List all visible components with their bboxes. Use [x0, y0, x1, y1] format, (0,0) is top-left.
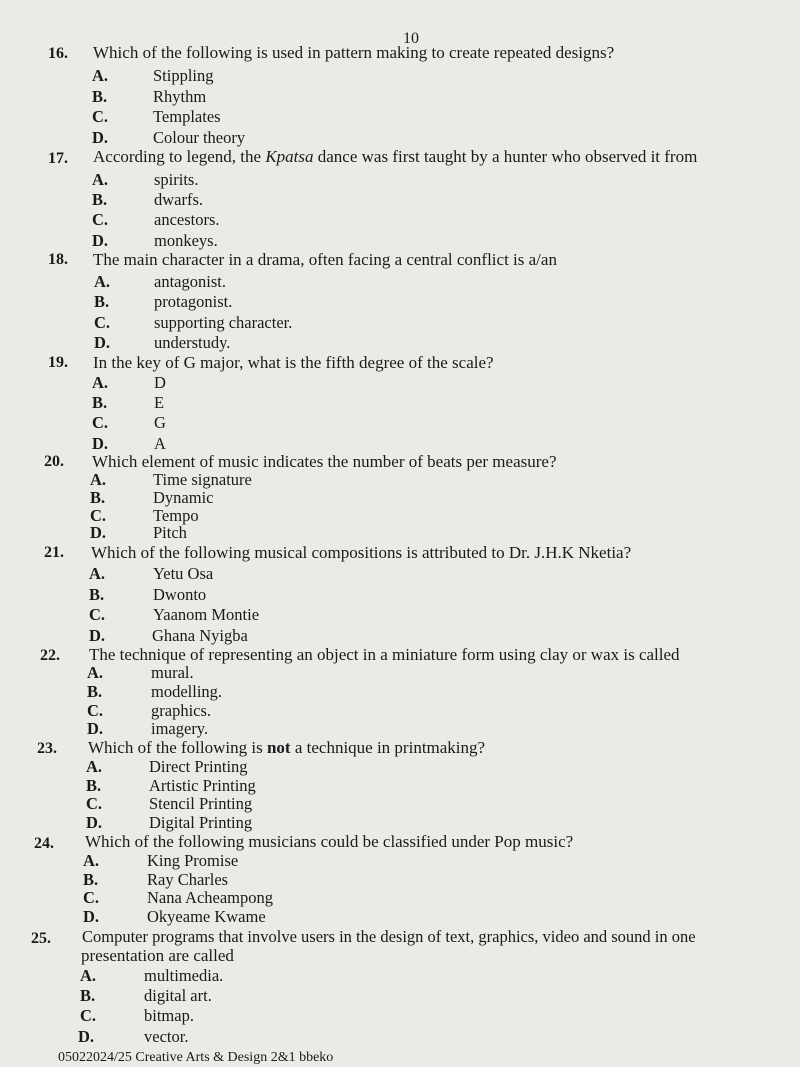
option-text: Stippling	[153, 66, 214, 85]
option-text: Stencil Printing	[149, 794, 253, 813]
option-letter: D.	[83, 907, 100, 926]
option-letter: C.	[80, 1006, 97, 1025]
question-text-line-2: presentation are called	[81, 946, 234, 965]
question-text-part: According to legend, the	[93, 147, 266, 166]
option-text: Templates	[153, 107, 221, 126]
option-letter: B.	[87, 682, 103, 701]
option-text: understudy.	[154, 333, 231, 352]
question-text	[88, 738, 788, 757]
question-number: 17.	[48, 150, 68, 167]
page-number: 10	[403, 30, 419, 47]
question-text-bold: not	[266, 738, 291, 757]
option-text: Artistic Printing	[149, 776, 256, 795]
question-number: 21.	[44, 544, 64, 561]
option-text: ancestors.	[154, 210, 220, 229]
option-letter: A.	[80, 966, 97, 985]
question-text-part: a technique in printmaking?	[290, 738, 486, 757]
question-number: 25.	[31, 930, 51, 947]
option-letter: C.	[86, 794, 103, 813]
option-text: digital art.	[144, 986, 212, 1005]
option-letter: A.	[89, 564, 106, 583]
option-letter: A.	[83, 851, 100, 870]
question-text: In the key of G major, what is the fifth degree of the scale?	[93, 353, 494, 372]
question-text: Which of the following musicians could be classified under Pop music?	[85, 832, 574, 851]
option-letter: B.	[94, 292, 110, 311]
option-text: Dwonto	[153, 585, 207, 604]
question-text	[93, 147, 793, 166]
question-text: Which of the following is used in pattern making to create repeated designs?	[93, 43, 615, 62]
question-text-line-1: Computer programs that involve users in the design of text, graphics, video and sound in one	[82, 927, 696, 946]
option-letter: C.	[89, 605, 106, 624]
option-text: Dynamic	[153, 488, 214, 507]
question-text: Which of the following musical compositions is attributed to Dr. J.H.K Nketia?	[91, 543, 632, 562]
question-text-part: Which of the following is	[88, 738, 267, 757]
option-letter: C.	[90, 506, 107, 525]
option-letter: C.	[94, 313, 111, 332]
option-letter: D.	[94, 333, 111, 352]
option-text: modelling.	[151, 682, 223, 701]
option-letter: B.	[80, 986, 96, 1005]
footer-text: 05022024/25 Creative Arts & Design 2&1 bbeko	[58, 1050, 334, 1065]
option-letter: A.	[92, 170, 109, 189]
option-text: Tempo	[153, 506, 199, 525]
question-text: The technique of representing an object in a miniature form using clay or wax is called	[89, 645, 680, 664]
option-letter: D.	[92, 128, 109, 147]
option-text: antagonist.	[154, 272, 226, 291]
question-number: 20.	[44, 453, 64, 470]
question-number: 22.	[40, 647, 60, 664]
option-letter: B.	[83, 870, 99, 889]
question-text: The main character in a drama, often facing a central conflict is a/an	[93, 250, 557, 269]
option-letter: D.	[89, 626, 106, 645]
option-text: multimedia.	[144, 966, 224, 985]
option-text: Pitch	[153, 523, 187, 542]
option-letter: C.	[83, 888, 100, 907]
question-number: 19.	[48, 354, 68, 371]
option-letter: D.	[78, 1027, 95, 1046]
option-text: Ray Charles	[147, 870, 229, 889]
option-letter: D.	[92, 434, 109, 453]
question-text-part: dance was first taught by a hunter who observed it from	[313, 147, 698, 166]
option-letter: B.	[92, 190, 108, 209]
option-letter: A.	[92, 66, 109, 85]
option-text: dwarfs.	[154, 190, 204, 209]
option-text: E	[154, 393, 165, 412]
option-letter: B.	[92, 393, 108, 412]
question-text-italic: Kpatsa	[265, 147, 314, 166]
option-text: mural.	[151, 663, 194, 682]
option-text: Yaanom Montie	[153, 605, 260, 624]
question-number: 16.	[48, 45, 68, 62]
option-letter: A.	[90, 470, 107, 489]
option-text: D	[154, 373, 166, 392]
option-text: King Promise	[147, 851, 239, 870]
question-number: 24.	[34, 835, 54, 852]
option-text: Time signature	[153, 470, 252, 489]
option-text: supporting character.	[154, 313, 293, 332]
option-letter: D.	[86, 813, 103, 832]
option-text: Digital Printing	[149, 813, 253, 832]
question-number: 18.	[48, 251, 68, 268]
option-letter: A.	[87, 663, 104, 682]
option-text: Colour theory	[153, 128, 246, 147]
option-text: Okyeame Kwame	[147, 907, 266, 926]
option-text: Rhythm	[153, 87, 207, 106]
option-text: imagery.	[151, 719, 209, 738]
option-letter: C.	[92, 107, 109, 126]
question-text: Which element of music indicates the number of beats per measure?	[92, 452, 557, 471]
option-text: Direct Printing	[149, 757, 248, 776]
option-letter: D.	[92, 231, 109, 250]
option-letter: A.	[86, 757, 103, 776]
option-letter: D.	[87, 719, 104, 738]
option-letter: A.	[94, 272, 111, 291]
question-number: 23.	[37, 740, 57, 757]
option-text: G	[154, 413, 166, 432]
option-text: spirits.	[154, 170, 199, 189]
option-letter: C.	[87, 701, 104, 720]
option-letter: B.	[92, 87, 108, 106]
option-text: A	[154, 434, 166, 453]
option-letter: A.	[92, 373, 109, 392]
option-text: bitmap.	[144, 1006, 194, 1025]
option-letter: B.	[89, 585, 105, 604]
option-text: protagonist.	[154, 292, 233, 311]
option-text: monkeys.	[154, 231, 218, 250]
option-text: vector.	[144, 1027, 189, 1046]
option-letter: B.	[86, 776, 102, 795]
option-letter: D.	[90, 523, 107, 542]
option-letter: B.	[90, 488, 106, 507]
option-letter: C.	[92, 210, 109, 229]
option-text: Nana Acheampong	[147, 888, 273, 907]
option-text: graphics.	[151, 701, 212, 720]
option-text: Ghana Nyigba	[152, 626, 248, 645]
option-letter: C.	[92, 413, 109, 432]
option-text: Yetu Osa	[153, 564, 214, 583]
